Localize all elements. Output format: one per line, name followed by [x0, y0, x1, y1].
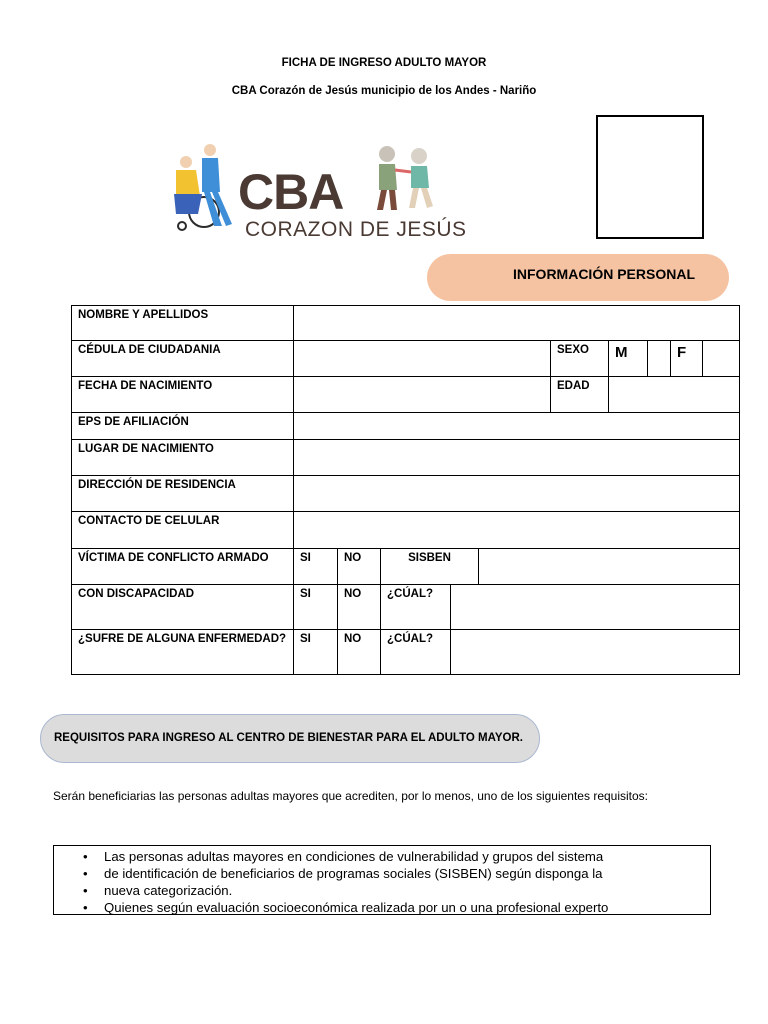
bullet-icon: • — [83, 900, 88, 915]
label-discapacidad: CON DISCAPACIDAD — [72, 585, 294, 630]
logo-main-text: CBA — [238, 164, 344, 220]
input-direccion[interactable] — [294, 476, 740, 512]
label-direccion: DIRECCIÓN DE RESIDENCIA — [72, 476, 294, 512]
label-enfermedad: ¿SUFRE DE ALGUNA ENFERMEDAD? — [72, 630, 294, 675]
input-cedula[interactable] — [294, 341, 551, 377]
section-personal-info-banner — [427, 254, 729, 301]
input-edad[interactable] — [609, 377, 740, 413]
input-sisben[interactable] — [479, 549, 740, 585]
section-requisitos-banner — [40, 714, 540, 763]
label-eps: EPS DE AFILIACIÓN — [72, 413, 294, 440]
document-subtitle: CBA Corazón de Jesús municipio de los Andes - Nariño — [231, 85, 537, 97]
input-lugar-nacimiento[interactable] — [294, 440, 740, 476]
requisitos-box — [53, 845, 711, 915]
photo-placeholder-box — [596, 115, 704, 239]
requisito-item: • nueva categorización. — [83, 883, 233, 898]
input-nombre[interactable] — [294, 306, 740, 341]
bullet-icon: • — [83, 849, 88, 864]
option-enfermedad-no[interactable]: NO — [338, 630, 381, 675]
dancing-elders-illustration — [367, 142, 447, 222]
logo-sub-text: CORAZON DE JESÚS — [245, 218, 467, 241]
sexo-f-label: F — [671, 341, 703, 377]
section-personal-info-title: INFORMACIÓN PERSONAL — [513, 266, 695, 282]
label-cedula: CÉDULA DE CIUDADANIA — [72, 341, 294, 377]
label-discapacidad-cual: ¿CÚAL? — [381, 585, 451, 630]
label-sexo: SEXO — [551, 341, 609, 377]
label-contacto: CONTACTO DE CELULAR — [72, 512, 294, 549]
checkbox-sexo-m[interactable] — [648, 341, 671, 377]
checkbox-sexo-f[interactable] — [703, 341, 740, 377]
input-fecha-nacimiento[interactable] — [294, 377, 551, 413]
sexo-m-label: M — [609, 341, 648, 377]
option-victima-no[interactable]: NO — [338, 549, 381, 585]
requisito-item: • Las personas adultas mayores en condiciones de vulnerabilidad y grupos del sistema — [83, 849, 604, 864]
requisito-item: • de identificación de beneficiarios de programas sociales (SISBEN) según disponga la — [83, 866, 603, 881]
personal-info-form — [71, 305, 740, 675]
intro-paragraph: Serán beneficiarias las personas adultas mayores que acrediten, por lo menos, uno de los siguientes requisitos: — [53, 789, 649, 803]
input-discapacidad-cual[interactable] — [451, 585, 740, 630]
option-discapacidad-no[interactable]: NO — [338, 585, 381, 630]
label-enfermedad-cual: ¿CÚAL? — [381, 630, 451, 675]
input-enfermedad-cual[interactable] — [451, 630, 740, 675]
label-nombre: NOMBRE Y APELLIDOS — [72, 306, 294, 341]
label-victima: VÍCTIMA DE CONFLICTO ARMADO — [72, 549, 294, 585]
section-requisitos-title: REQUISITOS PARA INGRESO AL CENTRO DE BIENESTAR PARA EL ADULTO MAYOR. — [54, 732, 523, 744]
option-victima-si[interactable]: SI — [294, 549, 338, 585]
input-contacto[interactable] — [294, 512, 740, 549]
requisito-item: • Quienes según evaluación socioeconómica realizada por un o una profesional experto — [83, 900, 609, 915]
requisitos-list — [54, 846, 710, 915]
document-title: FICHA DE INGRESO ADULTO MAYOR — [281, 57, 487, 69]
input-eps[interactable] — [294, 413, 740, 440]
label-sisben: SISBEN — [381, 549, 479, 585]
option-enfermedad-si[interactable]: SI — [294, 630, 338, 675]
bullet-icon: • — [83, 866, 88, 881]
label-fecha-nacimiento: FECHA DE NACIMIENTO — [72, 377, 294, 413]
bullet-icon: • — [83, 883, 88, 898]
option-discapacidad-si[interactable]: SI — [294, 585, 338, 630]
label-edad: EDAD — [551, 377, 609, 413]
label-lugar-nacimiento: LUGAR DE NACIMIENTO — [72, 440, 294, 476]
